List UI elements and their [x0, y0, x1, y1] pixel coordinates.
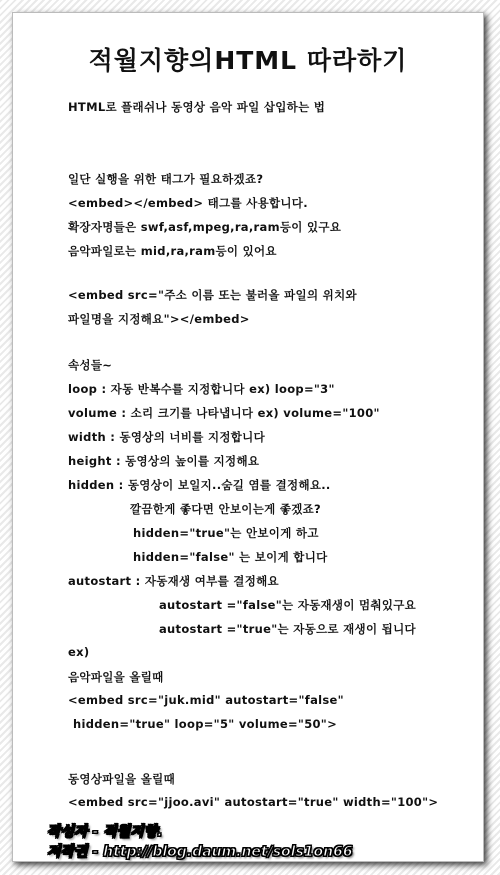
intro-line-2: <embed></embed> 태그를 사용합니다. [68, 196, 308, 210]
music-code-line-2: hidden="true" loop="5" volume="50"> [73, 717, 338, 731]
attr-hidden-note: 깔끔한게 좋다면 안보이는게 좋겠죠? [130, 502, 322, 516]
footer-copyright: 저작권 - http://blog.daum.net/sols1on66 [47, 844, 353, 860]
attr-hidden-false: hidden="false" 는 보이게 합니다 [133, 550, 328, 564]
intro-line-3: 확장자명들은 swf,asf,mpeg,ra,ram등이 있구요 [68, 220, 342, 234]
intro-line-4: 음악파일로는 mid,ra,ram등이 있어요 [68, 244, 277, 258]
music-code-line-1: <embed src="juk.mid" autostart="false" [68, 693, 344, 707]
attr-width: width : 동영상의 너비를 지정합니다 [68, 430, 266, 444]
attr-hidden: hidden : 동영상이 보일지..숨길 염를 결정해요.. [68, 478, 331, 492]
attr-volume: volume : 소리 크기를 나타냅니다 ex) volume="100" [68, 406, 380, 420]
attr-autostart-true: autostart ="true"는 자동으로 재생이 됩니다 [159, 622, 416, 636]
music-heading: 음악파일을 올릴때 [68, 670, 164, 684]
attr-autostart-false: autostart ="false"는 자동재생이 멈춰있구요 [159, 598, 417, 612]
attr-hidden-true: hidden="true"는 안보이게 하고 [133, 526, 319, 540]
intro-line-1: 일단 실행을 위한 태그가 필요하겠죠? [68, 172, 264, 186]
attr-autostart: autostart : 자동재생 여부를 결정해요 [68, 574, 279, 588]
document-paper [12, 12, 484, 862]
page-title: 적월지향의HTML 따라하기 [88, 46, 408, 75]
video-heading: 동영상파일을 올릴때 [68, 772, 175, 786]
embed-src-line-2: 파일명을 지정해요"></embed> [68, 312, 250, 326]
attributes-heading: 속성들~ [68, 358, 113, 372]
attr-ex: ex) [68, 645, 90, 659]
attr-loop: loop : 자동 반복수를 지정합니다 ex) loop="3" [68, 382, 335, 396]
video-code-line-1: <embed src="jjoo.avi" autostart="true" width="100"> [68, 795, 439, 809]
subtitle: HTML로 플래쉬나 동영상 음악 파일 삽입하는 법 [68, 100, 326, 114]
embed-src-line-1: <embed src="주소 이름 또는 불러올 파일의 위치와 [68, 288, 357, 302]
attr-height: height : 동영상의 높이를 지정해요 [68, 454, 260, 468]
footer-author: 작성자 - 적월지향. [47, 824, 163, 840]
